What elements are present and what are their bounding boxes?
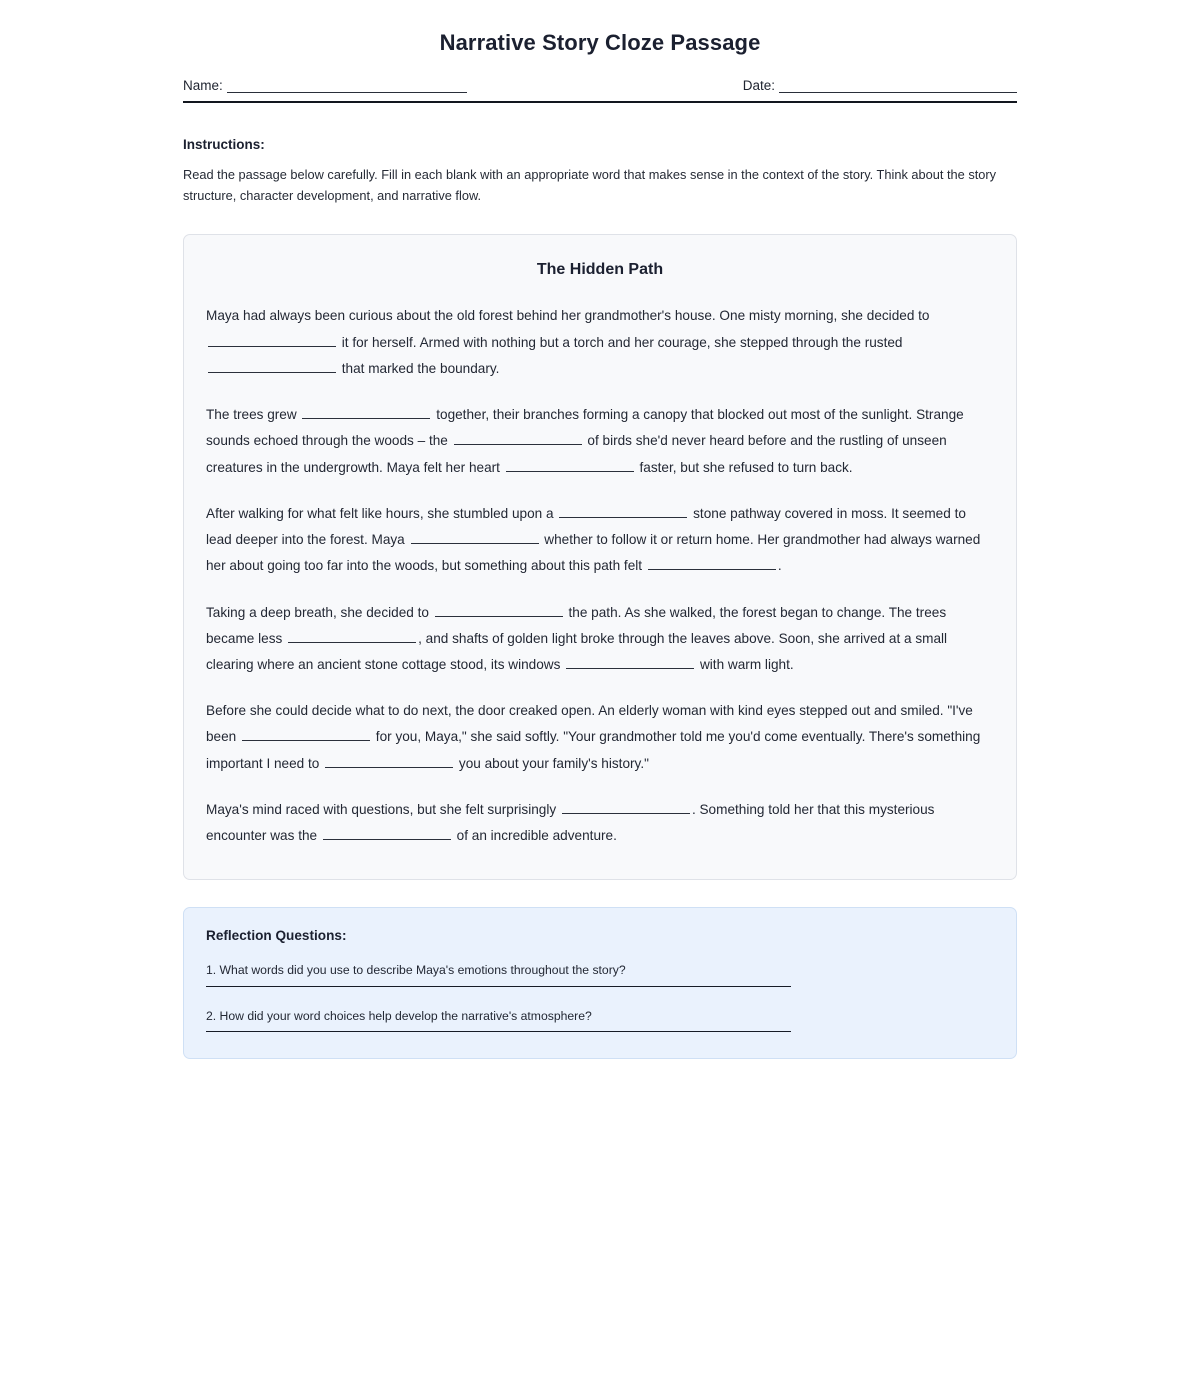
passage-text: The trees grew <box>206 407 301 423</box>
reflection-question: 2. How did your word choices help develop the narrative's atmosphere? <box>206 1008 592 1023</box>
name-date-row <box>183 78 1017 98</box>
passage-text: it for herself. Armed with nothing but a torch and her courage, she stepped through the rusted <box>338 334 903 350</box>
header-divider <box>183 101 1017 103</box>
passage-paragraph <box>206 501 994 580</box>
passage-paragraph <box>206 698 994 777</box>
instructions-heading: Instructions: <box>183 137 265 152</box>
page-title: Narrative Story Cloze Passage <box>439 30 761 55</box>
passage-text: Maya had always been curious about the old forest behind her grandmother's house. One misty morning, she decided to <box>206 308 930 324</box>
passage-text: of birds she'd never heard before and the rustling of unseen creatures in the undergrowth. Maya felt her heart <box>206 433 947 475</box>
cloze-blank[interactable] <box>411 530 539 544</box>
passage-text: stone pathway covered in moss. It seemed to lead deeper into the forest. Maya <box>206 505 966 548</box>
passage-text: with warm light. <box>696 657 794 673</box>
passage-text: for you, Maya," she said softly. "Your grandmother told me you'd come eventually. There's something important I need to <box>206 729 981 771</box>
cloze-blank[interactable] <box>302 405 430 419</box>
worksheet-content <box>183 0 1017 1059</box>
cloze-blank[interactable] <box>559 504 687 518</box>
date-label: Date: <box>742 78 775 93</box>
passage-text: After walking for what felt like hours, she stumbled upon a <box>206 505 558 521</box>
cloze-blank[interactable] <box>648 556 776 570</box>
cloze-blank[interactable] <box>323 826 451 840</box>
passage-paragraph <box>206 402 994 481</box>
passage-text: the path. As she walked, the forest began to change. The trees became less <box>206 604 947 646</box>
passage-title: The Hidden Path <box>536 261 664 279</box>
cloze-blank[interactable] <box>566 655 694 669</box>
reflection-answer-line[interactable] <box>206 1031 791 1032</box>
cloze-blank[interactable] <box>454 431 582 445</box>
passage-text: . <box>777 558 782 574</box>
passage-text: together, their branches forming a canopy that blocked out most of the sunlight. Strange sounds echoed through the woods – the <box>206 407 964 449</box>
instructions-section <box>183 137 1017 206</box>
passage-text: , and shafts of golden light broke through the leaves above. Soon, she arrived at a small clearing where an ancient stone cottage stood, its windows <box>206 630 948 673</box>
passage-text: of an incredible adventure. <box>452 828 617 844</box>
passage-text: that marked the boundary. <box>338 360 500 376</box>
passage-body <box>206 303 994 849</box>
cloze-blank[interactable] <box>288 629 416 643</box>
cloze-blank[interactable] <box>506 458 634 472</box>
instructions-text: Read the passage below carefully. Fill in each blank with an appropriate word that makes sense in the context of the story. Think about the story structure, character development, and narrative flow. <box>183 167 997 203</box>
name-input-line[interactable] <box>227 79 467 93</box>
passage-text: whether to follow it or return home. Her grandmother had always warned her about going too far into the woods, but something about this path felt <box>206 532 981 574</box>
passage-text: you about your family's history." <box>455 755 649 771</box>
passage-paragraph <box>206 303 994 382</box>
cloze-blank[interactable] <box>208 333 336 347</box>
name-label: Name: <box>183 78 223 93</box>
passage-text: Maya's mind raced with questions, but she felt surprisingly <box>206 801 560 817</box>
passage-card <box>183 234 1017 880</box>
passage-text: . Something told her that this mysterious encounter was the <box>206 801 935 844</box>
date-input-line[interactable] <box>779 79 1017 93</box>
passage-paragraph <box>206 600 994 679</box>
reflection-question: 1. What words did you use to describe Maya's emotions throughout the story? <box>206 963 626 978</box>
cloze-blank[interactable] <box>435 603 563 617</box>
reflection-card <box>183 907 1017 1059</box>
cloze-blank[interactable] <box>242 728 370 742</box>
cloze-blank[interactable] <box>208 359 336 373</box>
passage-text: Taking a deep breath, she decided to <box>206 604 433 620</box>
passage-paragraph <box>206 797 994 849</box>
reflection-answer-line[interactable] <box>206 986 791 987</box>
cloze-blank[interactable] <box>562 800 690 814</box>
passage-text: faster, but she refused to turn back. <box>635 459 853 475</box>
name-field-group[interactable] <box>183 78 467 93</box>
passage-text: Before she could decide what to do next, the door creaked open. An elderly woman with kind eyes stepped out and smiled. "I've been <box>206 703 973 745</box>
reflection-questions-list <box>206 961 994 1032</box>
date-field-group[interactable] <box>743 78 1017 93</box>
reflection-heading: Reflection Questions: <box>206 928 347 944</box>
cloze-blank[interactable] <box>325 754 453 768</box>
